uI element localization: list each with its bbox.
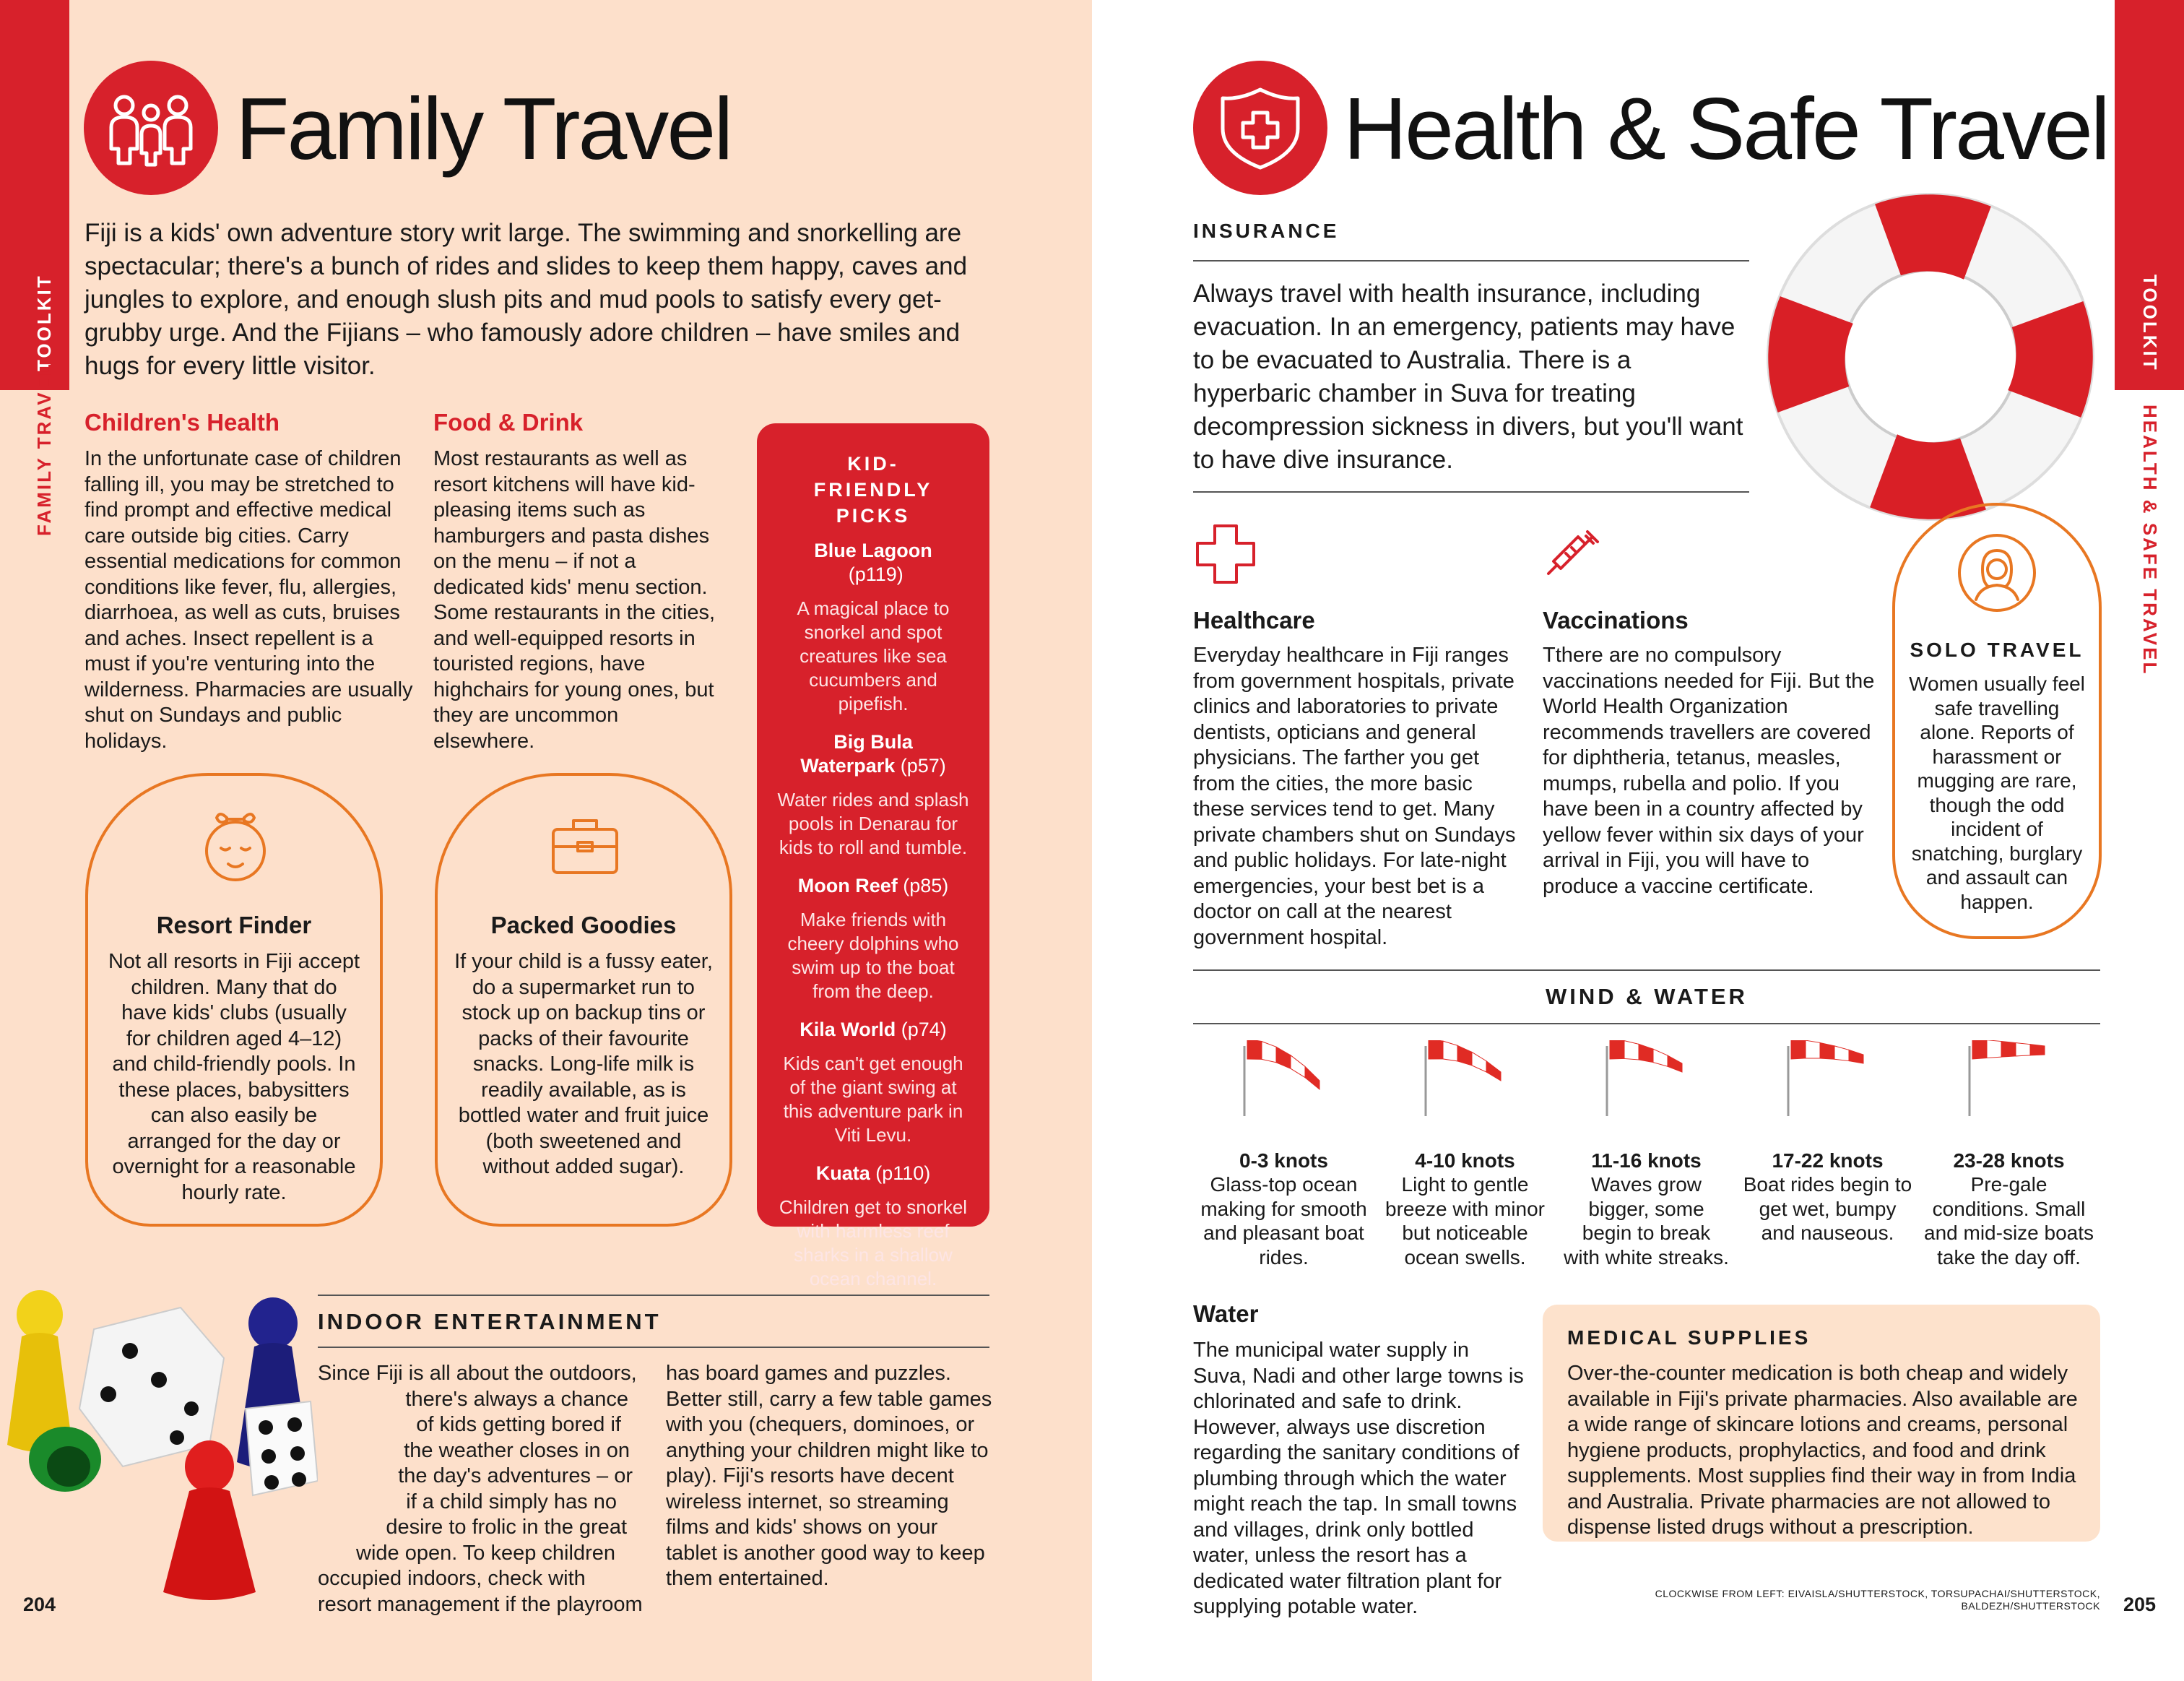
indoor-line: of kids getting bored if: [416, 1413, 621, 1436]
packed-goodies-box: [435, 773, 732, 1227]
wind-level: [1193, 1040, 1374, 1269]
die-front-icon: [246, 1401, 318, 1495]
syringe-icon: [1543, 522, 1608, 587]
kid-pick-page: (p74): [896, 1019, 947, 1040]
wind-water-heading: WIND & WATER: [1546, 984, 1748, 1009]
wind-knots: 4-10 knots: [1415, 1149, 1515, 1172]
photo-credit-line: BALDEZH/SHUTTERSTOCK: [1961, 1600, 2100, 1612]
lunchbox-icon: [542, 802, 628, 889]
wind-desc: Boat rides begin to get wet, bumpy and nauseous.: [1743, 1173, 1912, 1244]
indoor-line: if a child simply has no: [406, 1490, 617, 1513]
kid-pick-name: Kuata: [815, 1162, 870, 1184]
kid-pick-page: (p110): [870, 1162, 931, 1184]
baby-face-icon: [192, 802, 279, 889]
section-tab-label: FAMILY TRAVEL: [33, 362, 55, 536]
packed-goodies-body: If your child is a fussy eater, do a supermarket run to stock up on backup tins or packs of their favourite snacks. Long-life milk is readily available, as is bottled water and fruit juice (both sweetened and without added sugar).: [454, 950, 713, 1178]
insurance-heading: INSURANCE: [1193, 220, 1340, 242]
wind-knots: 0-3 knots: [1239, 1149, 1328, 1172]
resort-finder-heading: Resort Finder: [156, 912, 312, 938]
kid-pick-page: (p85): [897, 875, 949, 896]
indoor-line: the weather closes in on: [404, 1438, 630, 1462]
medical-supplies-body: Over-the-counter medication is both cheap and widely available in Fiji's private pharmacies. Also available are a wide range of skincare lotions and creams, personal hygiene products, prophylactics, and food and drink supplements. Most supplies find their way in from India and Australia. Private pharmacies are not allowed to dispense listed drugs without a prescription.: [1567, 1362, 2078, 1539]
kid-pick-page: (p119): [843, 563, 904, 585]
indoor-line: there's always a chance: [405, 1387, 628, 1411]
solo-travel-heading: SOLO TRAVEL: [1910, 639, 2084, 661]
kid-pick-title: [771, 1018, 975, 1042]
kid-picks-heading: KID-FRIENDLY PICKS: [813, 453, 933, 527]
kid-pick-page: (p57): [895, 755, 946, 777]
wind-knots: 17-22 knots: [1772, 1149, 1884, 1172]
kid-pick-desc: Make friends with cheery dolphins who swim up to the boat from the deep.: [787, 909, 959, 1002]
windsock-icon: [1237, 1040, 1331, 1120]
red-pawn-icon: [163, 1440, 256, 1600]
windsock-icon: [1418, 1040, 1512, 1120]
wind-level: [1737, 1040, 1918, 1245]
indoor-col2: has board games and puzzles. Better still, carry a few table games with you (chequers, dominoes, or anything your children might like to play). Fiji's resorts have decent wireless internet, so streaming films and kids' shows on your tablet is another good way to keep them entertained.: [666, 1362, 992, 1590]
healthcare-heading: Healthcare: [1193, 607, 1315, 634]
wind-desc: Pre-gale conditions. Small and mid-size boats take the day off.: [1924, 1173, 2094, 1269]
solo-travel-box: [1892, 503, 2102, 939]
kid-pick-desc: A magical place to snorkel and spot creatures like sea cucumbers and pipefish.: [797, 597, 950, 714]
page-title: Family Travel: [235, 79, 732, 178]
kid-pick-name: Blue Lagoon: [814, 540, 932, 561]
kid-pick-desc: Children get to snorkel with harmless reef sharks in a shallow ocean channel.: [779, 1196, 968, 1289]
wind-rule-bottom: [1193, 1023, 2100, 1024]
indoor-col1: [318, 1361, 650, 1617]
kid-pick-desc: Water rides and splash pools in Denarau for kids to roll and tumble.: [777, 789, 969, 858]
childrens-health-heading: Children's Health: [84, 409, 280, 436]
wind-level: [1556, 1040, 1737, 1269]
intro-paragraph: Fiji is a kids' own adventure story writ large. The swimming and snorkelling are spectacular; there's a bunch of rides and slides to keep them happy, caves and jungles to explore, and enough slush pits and mud pools to satisfy every get-grubby urge. And the Fijians – who famously adore children – have smiles and hugs for every little visitor.: [84, 219, 968, 380]
toolkit-tab-label: TOOLKIT: [33, 274, 55, 371]
insurance-body: Always travel with health insurance, including evacuation. In an emergency, patients may have to be evacuated to Australia. There is a hyperbaric chamber in Suva for treating decompression sickness in divers, but you'll want to have dive insurance.: [1193, 280, 1743, 474]
page-number-left: 204: [23, 1594, 56, 1615]
toolkit-tab-label-right: TOOLKIT: [2139, 275, 2161, 372]
water-body: The municipal water supply in Suva, Nadi and other large towns is chlorinated and safe to drink. However, always use discretion regarding the sanitary conditions of plumbing through which the water might reach the tap. In small towns and villages, drink only bottled water, unless the resort has a dedicated water filtration plant for supplying potable water.: [1193, 1339, 1524, 1618]
kid-friendly-picks-box: [757, 423, 989, 1289]
kid-pick-name: Big Bula Waterpark: [800, 731, 913, 777]
green-pawn-icon: [29, 1427, 101, 1492]
insurance-rule-bottom: [1193, 491, 1749, 493]
vaccinations-body: Tthere are no compulsory vaccinations needed for Fiji. But the World Health Organization recommends travellers are covered for diphtheria, tetanus, measles, mumps, rubella and polio. If you have been in a country affected by yellow fever within six days of your arrival in Fiji, you will have to produce a vaccine certificate.: [1543, 644, 1875, 898]
indoor-rule-top: [318, 1295, 989, 1296]
water-heading: Water: [1193, 1300, 1259, 1327]
solo-travel-body: Women usually feel safe travelling alone. Reports of harassment or mugging are rare, though the odd incident of snatching, burglary and assault can happen.: [1909, 673, 2085, 913]
kid-pick-title: [771, 539, 975, 587]
life-ring-image: [1754, 176, 2107, 537]
windsock-icon: [1781, 1040, 1875, 1120]
wind-desc: Waves grow bigger, some begin to break with white streaks.: [1564, 1173, 1729, 1269]
food-drink-body: Most restaurants as well as resort kitchens will have kid-pleasing items such as hamburgers and pasta dishes on the menu – if not a dedicated kids' menu section. Some restaurants in the cities, and well-equipped resorts in touristed regions, have highchairs for young ones, but they are uncommon elsewhere.: [433, 447, 716, 753]
wind-desc: Light to gentle breeze with minor but noticeable ocean swells.: [1385, 1173, 1545, 1269]
vaccinations-heading: Vaccinations: [1543, 607, 1689, 634]
indoor-line: desire to frolic in the great: [386, 1516, 627, 1539]
kid-pick-title: [771, 730, 975, 778]
food-drink-heading: Food & Drink: [433, 409, 584, 436]
medical-supplies-box: [1543, 1305, 2100, 1542]
kid-pick-desc: Kids can't get enough of the giant swing at this adventure park in Viti Levu.: [783, 1053, 963, 1146]
childrens-health-body: In the unfortunate case of children falling ill, you may be stretched to find prompt and effective medical care outside big cities. Carry essential medications for common conditions like fever, flu, allergies, diarrhoea, as well as cuts, bruises and aches. Insect repellent is a must if you're venturing into the wilderness. Pharmacies are usually shut on Sundays and public holidays.: [84, 447, 413, 753]
indoor-entertainment-heading: INDOOR ENTERTAINMENT: [318, 1309, 662, 1334]
wind-knots: 11-16 knots: [1591, 1149, 1702, 1172]
medical-cross-icon: [1193, 522, 1258, 587]
resort-finder-body: Not all resorts in Fiji accept children. Many that do have kids' clubs (usually for children aged 4–12) and child-friendly pools. In these places, babysitters can also easily be arranged for the day or overnight for a reasonable hourly rate.: [108, 950, 360, 1204]
wind-level: [1374, 1040, 1556, 1269]
resort-finder-box: [85, 773, 383, 1227]
page-title-right: Health & Safe Travel: [1343, 79, 2108, 178]
board-game-pieces-image: [0, 1286, 318, 1604]
indoor-line: Since Fiji is all about the outdoors,: [318, 1362, 637, 1385]
family-icon: [84, 61, 218, 195]
photo-credit-line: CLOCKWISE FROM LEFT: EIVAISLA/SHUTTERSTOCK, TORSUPACHAI/SHUTTERSTOCK,: [1655, 1588, 2100, 1599]
woman-icon: [1956, 532, 2038, 614]
wind-desc: Glass-top ocean making for smooth and pleasant boat rides.: [1200, 1173, 1367, 1269]
kid-picks-list: [771, 539, 975, 1291]
wind-knots: 23-28 knots: [1953, 1149, 2065, 1172]
photo-credits: [1540, 1588, 2100, 1612]
kid-pick-name: Kila World: [800, 1019, 896, 1040]
indoor-line: resort management if the playroom: [318, 1592, 643, 1616]
indoor-line: the day's adventures – or: [398, 1464, 633, 1487]
packed-goodies-heading: Packed Goodies: [490, 912, 677, 938]
windsock-icon: [1600, 1040, 1694, 1120]
indoor-line: occupied indoors, check with: [318, 1567, 586, 1590]
indoor-line: wide open. To keep children: [356, 1541, 615, 1565]
wind-level: [1918, 1040, 2100, 1269]
shield-cross-icon: [1193, 61, 1327, 195]
kid-pick-title: [771, 874, 975, 898]
medical-supplies-heading: MEDICAL SUPPLIES: [1567, 1326, 1811, 1349]
insurance-rule-top: [1193, 260, 1749, 262]
windsock-icon: [1962, 1040, 2056, 1120]
wind-rule-top: [1193, 969, 2100, 971]
page-number-right: 205: [2123, 1594, 2157, 1615]
indoor-rule-bottom: [318, 1347, 989, 1348]
healthcare-body: Everyday healthcare in Fiji ranges from government hospitals, private clinics and laboratories to private dentists, opticians and general physicians. The farther you get from the cities, the more basic these services tend to get. Many private chambers shut on Sundays and public holidays. For late-night emergencies, your best bet is a doctor on call at the nearest government hospital.: [1193, 644, 1516, 949]
kid-pick-name: Moon Reef: [797, 875, 898, 896]
section-tab-label-right: HEALTH & SAFE TRAVEL: [2139, 405, 2161, 676]
right-page: [1092, 0, 2184, 1681]
kid-pick-title: [771, 1162, 975, 1185]
